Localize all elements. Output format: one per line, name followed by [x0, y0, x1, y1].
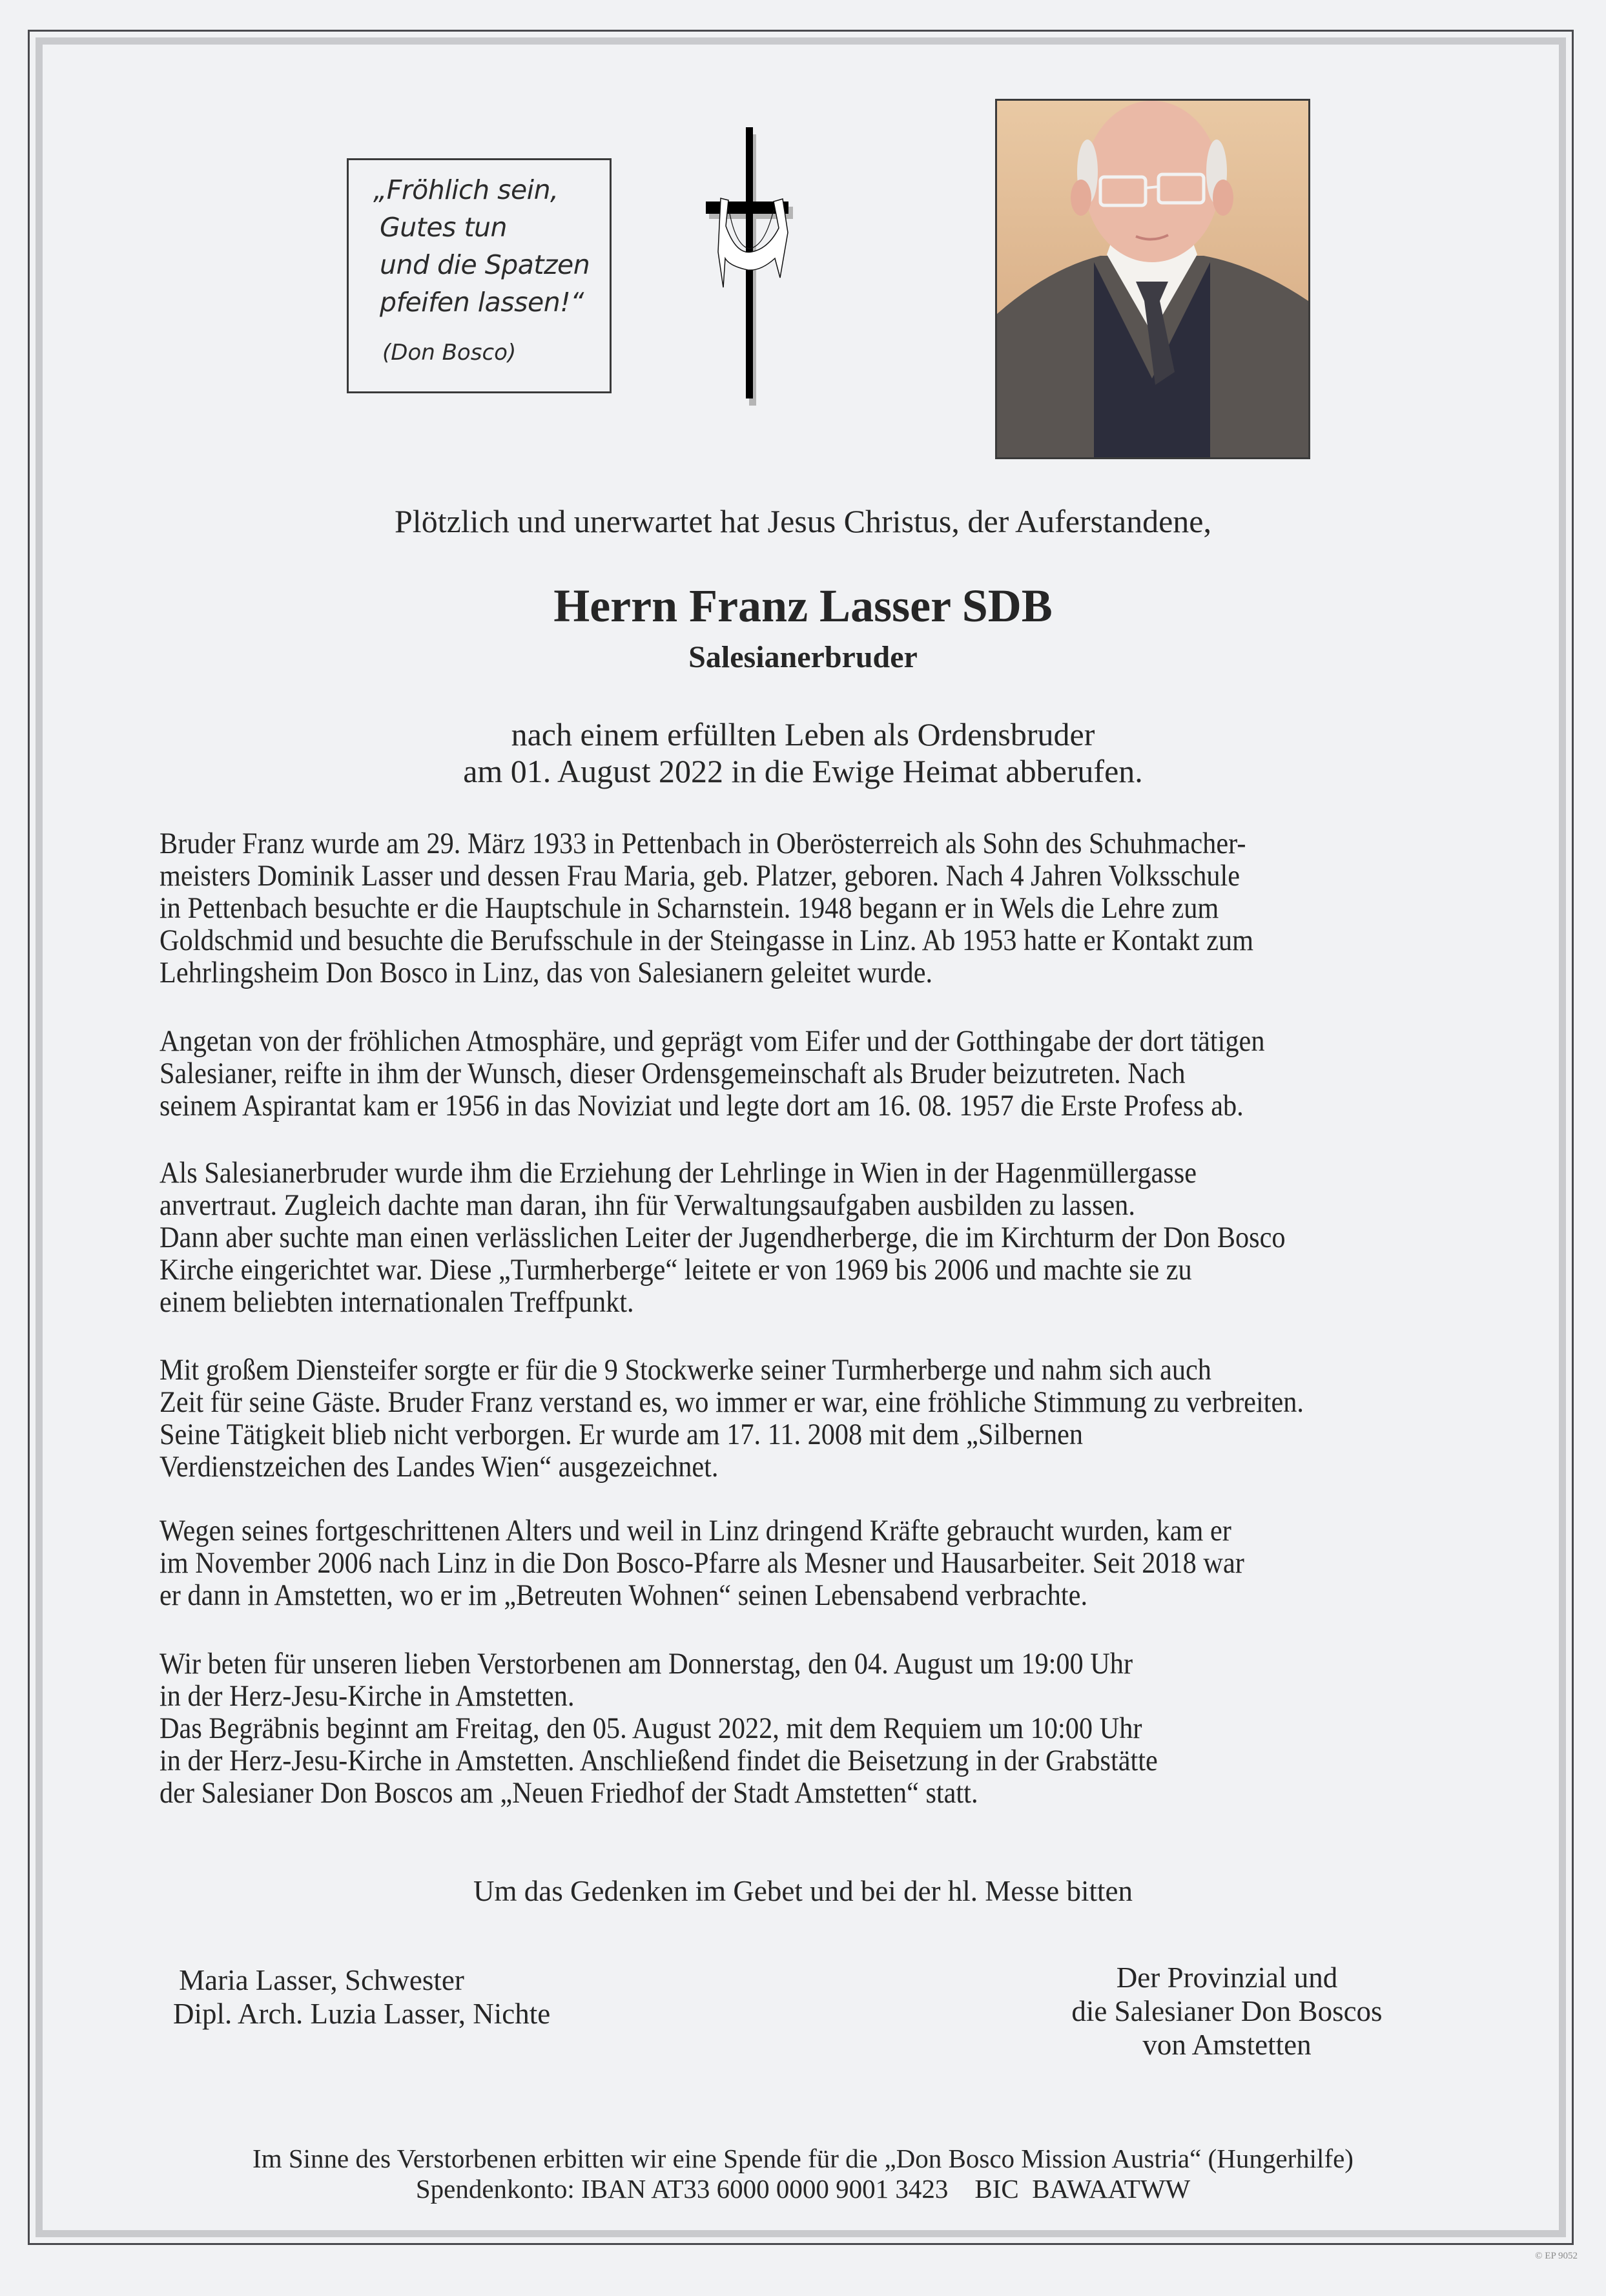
- intro-line: Plötzlich und unerwartet hat Jesus Christus, der Auferstandene,: [395, 503, 1211, 539]
- bio-line: anvertraut. Zugleich dachte man daran, ihn für Verwaltungsaufgaben ausbilden zu lassen.: [160, 1188, 1135, 1222]
- quote-box: [347, 158, 612, 393]
- bio-line: meisters Dominik Lasser und dessen Frau Maria, geb. Platzer, geboren. Nach 4 Jahren Volksschule: [160, 859, 1241, 893]
- bio-line: Kirche eingerichtet war. Diese „Turmherberge“ leitete er von 1969 bis 2006 und machte sie zu: [160, 1253, 1192, 1287]
- closing-line-2: am 01. August 2022 in die Ewige Heimat abberufen.: [463, 753, 1143, 789]
- service-line: der Salesianer Don Boscos am „Neuen Friedhof der Stadt Amstetten“ statt.: [160, 1776, 978, 1810]
- bio-line: in Pettenbach besuchte er die Hauptschule in Scharnstein. 1948 begann er in Wels die Lehre zum: [160, 891, 1219, 925]
- copyright-label: © EP 9052: [1535, 2251, 1578, 2261]
- bio-line: Lehrlingsheim Don Bosco in Linz, das von Salesianern geleitet wurde.: [160, 956, 933, 989]
- quote-line: und die Spatzen: [380, 249, 590, 280]
- quote-line: Gutes tun: [380, 212, 507, 243]
- service-line: Das Begräbnis beginnt am Freitag, den 05. August 2022, mit dem Requiem um 10:00 Uhr: [160, 1712, 1142, 1745]
- quote-line: pfeifen lassen!“: [380, 287, 584, 318]
- service-line: in der Herz-Jesu-Kirche in Amstetten.: [160, 1679, 575, 1713]
- donation-account: Spendenkonto: IBAN AT33 6000 0000 9001 3423 BIC BAWAATWW: [415, 2174, 1191, 2204]
- bio-line: Bruder Franz wurde am 29. März 1933 in Pettenbach in Oberösterreich als Sohn des Schuhmacher-: [160, 827, 1246, 860]
- quote-line: „Fröhlich sein,: [373, 174, 559, 205]
- bio-line: Als Salesianerbruder wurde ihm die Erziehung der Lehrlinge in Wien in der Hagenmüllergasse: [160, 1156, 1197, 1190]
- cross-with-drape-icon: [697, 123, 801, 413]
- bio-line: seinem Aspirantat kam er 1956 in das Noviziat und legte dort am 16. 08. 1957 die Erste Profess ab.: [160, 1089, 1244, 1122]
- bio-line: Angetan von der fröhlichen Atmosphäre, und geprägt vom Eifer und der Gotthingabe der dort tätigen: [160, 1024, 1265, 1058]
- prayer-request: Um das Gedenken im Gebet und bei der hl. Messe bitten: [473, 1875, 1133, 1907]
- donation-text: Im Sinne des Verstorbenen erbitten wir eine Spende für die „Don Bosco Mission Austria“ (Hungerhilfe): [252, 2144, 1354, 2173]
- service-line: Wir beten für unseren lieben Verstorbenen am Donnerstag, den 04. August um 19:00 Uhr: [160, 1647, 1133, 1681]
- signatory-right-2: die Salesianer Don Boscos: [1071, 1995, 1383, 2027]
- bio-line: Mit großem Diensteifer sorgte er für die 9 Stockwerke seiner Turmherberge und nahm sich auch: [160, 1353, 1211, 1387]
- signatory-right-1: Der Provinzial und: [1116, 1961, 1338, 1994]
- deceased-role: Salesianerbruder: [688, 640, 918, 674]
- bio-line: im November 2006 nach Linz in die Don Bosco-Pfarre als Mesner und Hausarbeiter. Seit 2018 war: [160, 1546, 1244, 1580]
- bio-line: Zeit für seine Gäste. Bruder Franz verstand es, wo immer er war, eine fröhliche Stimmung zu verbreiten.: [160, 1385, 1304, 1419]
- signatory-right-3: von Amstetten: [1142, 2029, 1312, 2061]
- bio-line: Dann aber suchte man einen verlässlichen Leiter der Jugendherberge, die im Kirchturm der Don Bosco: [160, 1221, 1286, 1254]
- bio-line: Wegen seines fortgeschrittenen Alters und weil in Linz dringend Kräfte gebraucht wurden, kam er: [160, 1514, 1231, 1547]
- service-line: in der Herz-Jesu-Kirche in Amstetten. Anschließend findet die Beisetzung in der Grabstätte: [160, 1744, 1158, 1777]
- signatory-left-1: Maria Lasser, Schwester: [179, 1964, 464, 1996]
- bio-line: Goldschmid und besuchte die Berufsschule in der Steingasse in Linz. Ab 1953 hatte er Kontakt zum: [160, 924, 1253, 957]
- bio-line: Seine Tätigkeit blieb nicht verborgen. Er wurde am 17. 11. 2008 mit dem „Silbernen: [160, 1418, 1084, 1451]
- deceased-name: Herrn Franz Lasser SDB: [553, 580, 1053, 632]
- bio-line: er dann in Amstetten, wo er im „Betreuten Wohnen“ seinen Lebensabend verbrachte.: [160, 1578, 1088, 1612]
- portrait-photo: [995, 99, 1310, 459]
- closing-line-1: nach einem erfüllten Leben als Ordensbruder: [511, 716, 1095, 752]
- bio-line: Verdienstzeichen des Landes Wien“ ausgezeichnet.: [160, 1450, 719, 1484]
- signatory-left-2: Dipl. Arch. Luzia Lasser, Nichte: [173, 1998, 551, 2030]
- quote-attribution: (Don Bosco): [382, 340, 517, 366]
- bio-line: einem beliebten internationalen Treffpunkt.: [160, 1285, 634, 1319]
- bio-line: Salesianer, reifte in ihm der Wunsch, dieser Ordensgemeinschaft als Bruder beizutreten. Nach: [160, 1057, 1186, 1090]
